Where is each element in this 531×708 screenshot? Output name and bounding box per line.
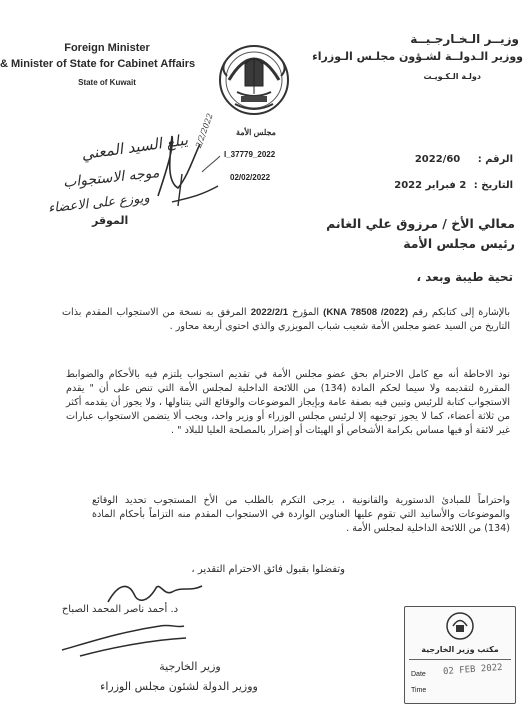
reference-number [373,154,513,165]
date-label: التاريخ : [473,180,513,191]
signature-block [60,574,260,694]
header-ar-country: دولـة الـكـويـت [423,72,481,81]
office-stamp [404,606,516,704]
stamp-date-value: 02 FEB 2022 [442,662,503,678]
paragraph-1-text-b: المؤرخ [288,307,324,318]
header-ar-title: وزيــر الـخـارجـيــة [410,32,519,46]
incoming-number: I_37779_2022 [224,150,276,159]
paragraph-1-text-c: المرفق به نسخة من الاستجواب المقدم بذات التاريخ من السيد عضو مجلس الأمة شعيب شباب المويزري والذي احتوى أربعة محاور . [62,307,510,332]
reference-value: 2022/60 [414,154,461,165]
signature-title-1: وزير الخارجية [159,660,221,673]
header-en-country: State of Kuwait [78,78,136,87]
header-en-subtitle: & Minister of State for Cabinet Affairs [0,58,196,70]
greeting: تحية طيبة وبعد ، [416,270,513,284]
stamp-divider [409,659,511,660]
handwritten-date: 2/2/2022 [194,112,215,150]
handwritten-signature-mark [148,112,226,216]
header-ar-subtitle: ووزير الـدولــة لشـؤون مجلـس الـوزراء [312,50,523,63]
letter-date [373,180,513,191]
incoming-label: مجلس الأمة [236,128,276,137]
paragraph-1-ref: (2022/ KNA 78508) [323,307,409,318]
header-en-title: Foreign Minister [64,42,150,54]
date-value: 2 فبراير 2022 [394,180,467,191]
paragraph-1-date: 2022/2/1 [250,307,289,318]
paragraph-1-text-a: بالإشارة إلى كتابكم رقم [408,307,510,318]
handwritten-line-2: موجه الاستجواب [62,164,161,192]
handwritten-line-3: ويوزع على الاعضاء [47,190,151,217]
closing: وتفضلوا بقبول فائق الاحترام التقدير ، [191,564,345,575]
paragraph-3: واحتراماً للمبادئ الدستورية والقانونية ، يرجى التكرم بالطلب من الأخ المستجوب تحديد الوقائع والموضوعات والأسانيد التي تقوم عليها العناوين الواردة في الاستجواب المقدم منه التزاماً بأحكام المادة (134) من اللائحة الداخلية لمجلس الأمة . [92,495,510,534]
signature-name: د. أحمد ناصر المحمد الصباح [61,604,179,615]
handwritten-line-1: يبلغ السيد المعني [79,130,189,164]
handwritten-line-4: الموقر [92,214,129,227]
recipient-title: رئيس مجلس الأمة [403,236,515,251]
recipient-name: معالي الأخ / مرزوق علي الغانم [326,216,515,231]
stamp-emblem-icon [445,611,475,641]
stamp-title: مكتب وزير الخارجية [421,645,499,654]
stamp-date-label: Date [411,671,426,678]
reference-label: الرقم : [477,154,513,165]
signature-title-2: ووزير الدولة لشئون مجلس الوزراء [100,680,258,693]
stamp-time-label: Time [411,687,427,694]
kuwait-emblem-icon [215,40,293,120]
incoming-date: 02/02/2022 [230,173,271,182]
paragraph-1 [62,306,510,334]
paragraph-2: نود الاحاطة أنه مع كامل الاحترام بحق عضو مجلس الأمة في تقديم استجواب يلتزم فيه بالأحكام والضوابط المقررة لتقديمه ولا سيما لحكم المادة (134) من اللائحة الداخلية لمجلس الأمة التي تنص على أن " يقدم الاستجواب كتابة للرئيس وتبين فيه بصفة عامة وبإيجاز الموضوعات والوقائع التي يتناولها ، ولا يجوز أن يقدمه أكثر من ثلاثة أعضاء، كما لا يجوز توجيهه إلا لرئيس مجلس الوزراء أو وزير واحد، ويجب ألا يتضمن الاستجواب عبارات غير لائقة أو فيها مساس بكرامة الأشخاص أو الهيئات أو إضرار بالمصلحة العليا للبلاد " . [66,369,510,436]
